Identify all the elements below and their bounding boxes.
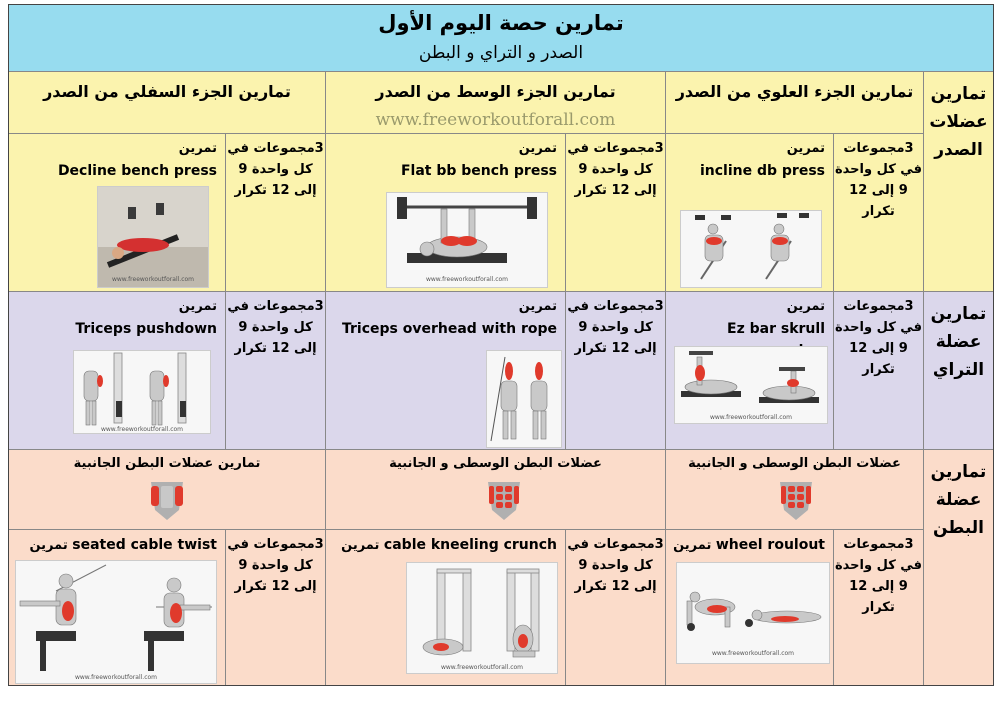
abs-middle-header: عضلات البطن الوسطى و الجانبية: [325, 449, 665, 529]
abs-row-label: تمارين عضلة البطن: [930, 462, 987, 538]
ezbar-sets-cell: [833, 291, 923, 449]
cable-kneeling-crunch-image: [406, 562, 558, 674]
workout-sheet: [8, 4, 994, 686]
abs-muscle-icon: [482, 478, 526, 522]
exercise-name: incline db press: [699, 163, 825, 179]
exercise-name: seated cable twist: [72, 537, 217, 553]
ez-bar-skull-crusher-image: [674, 346, 828, 424]
image-caption: www.freeworkoutforall.com: [111, 276, 195, 283]
abs-row-label-cell: [923, 449, 993, 685]
exercise-label: تمرين: [178, 299, 217, 314]
sets-text: 3مجموعات في كل واحدة 9 إلى 12 تكرار: [835, 537, 922, 615]
chest-lower-header: تمارين الجزء السفلي من الصدر: [9, 71, 325, 133]
triceps-pushdown-image: [73, 350, 211, 434]
sets-text: 3مجموعات في كل واحدة 9 إلى 12 تكرار: [835, 141, 922, 219]
image-caption: www.freeworkoutforall.com: [100, 426, 184, 433]
pushdown-exercise-cell: [9, 291, 225, 449]
wheel-sets-cell: [833, 529, 923, 685]
exercise-label: تمرين: [786, 141, 825, 156]
kneeling-sets-cell: [565, 529, 665, 685]
title-banner: [9, 5, 993, 72]
decline-bench-press-image: [97, 186, 209, 288]
sets-text: 3مجموعات في كل واحدة 9 إلى 12 تكرار: [567, 537, 664, 594]
exercise-name: Ez bar skrull: [727, 321, 825, 337]
pushdown-sets-cell: [225, 291, 325, 449]
sets-text: 3مجموعات في كل واحدة 9 إلى 12 تكرار: [227, 141, 324, 198]
page-title: تمارين حصة اليوم الأول: [378, 11, 624, 35]
sets-text: 3مجموعات في كل واحدة 9 إلى 12 تكرار: [227, 299, 324, 356]
flat-exercise-cell: [325, 133, 565, 291]
watermark: www.freeworkoutforall.com: [375, 110, 616, 130]
exercise-name: Flat bb bench press: [400, 163, 557, 179]
incline-sets-cell: [833, 133, 923, 291]
sets-text: 3مجموعات في كل واحدة 9 إلى 12 تكرار: [835, 299, 922, 377]
exercise-label: تمرين: [29, 538, 68, 553]
exercise-label: تمرين: [341, 538, 380, 553]
ezbar-exercise-cell: [665, 291, 833, 449]
incline-exercise-cell: [665, 133, 833, 291]
twist-exercise-cell: [9, 529, 225, 685]
chest-row-label-cell: [923, 71, 993, 291]
exercise-label: تمرين: [673, 538, 712, 553]
flat-sets-cell: [565, 133, 665, 291]
page-subtitle: الصدر و التراي و البطن: [418, 43, 584, 63]
obliques-muscle-icon: [145, 478, 189, 522]
seated-cable-twist-image: [15, 560, 217, 684]
triceps-row-label: تمارين عضلة التراي: [930, 304, 987, 380]
image-caption: www.freeworkoutforall.com: [709, 414, 793, 421]
triceps-row-label-cell: [923, 291, 993, 449]
sets-text: 3مجموعات في كل واحدة 9 إلى 12 تكرار: [227, 537, 324, 594]
abs-left-header: تمارين عضلات البطن الجانبية: [9, 449, 325, 529]
exercise-label: تمرين: [518, 299, 557, 314]
exercise-name: cable kneeling crunch: [383, 537, 557, 553]
sets-text: 3مجموعات في كل واحدة 9 إلى 12 تكرار: [567, 141, 664, 198]
exercise-name: Decline bench press: [57, 163, 217, 179]
decline-exercise-cell: [9, 133, 225, 291]
flat-bb-bench-press-image: [386, 192, 548, 288]
abs-muscle-icon: [774, 478, 818, 522]
overhead-exercise-cell: [325, 291, 565, 449]
chest-middle-header: تمارين الجزء الوسط من الصدر www.freeworkoutforall.com: [325, 71, 665, 133]
incline-db-press-image: [680, 210, 822, 288]
abs-right-header: عضلات البطن الوسطى و الجانبية: [665, 449, 923, 529]
exercise-label: تمرين: [518, 141, 557, 156]
wheel-exercise-cell: [665, 529, 833, 685]
overhead-sets-cell: [565, 291, 665, 449]
exercise-name: Triceps overhead with rope: [342, 321, 557, 337]
kneeling-exercise-cell: [325, 529, 565, 685]
exercise-name: Triceps pushdown: [75, 321, 217, 337]
decline-sets-cell: [225, 133, 325, 291]
image-caption: www.freeworkoutforall.com: [440, 664, 524, 671]
twist-sets-cell: [225, 529, 325, 685]
exercise-label: تمرين: [178, 141, 217, 156]
triceps-overhead-rope-image: [486, 350, 562, 448]
image-caption: www.freeworkoutforall.com: [74, 674, 158, 681]
chest-row-label: تمارين عضلات الصدر: [929, 84, 988, 160]
chest-upper-header: تمارين الجزء العلوي من الصدر: [665, 71, 923, 133]
wheel-rollout-image: [676, 562, 830, 664]
sets-text: 3مجموعات في كل واحدة 9 إلى 12 تكرار: [567, 299, 664, 356]
image-caption: www.freeworkoutforall.com: [711, 650, 795, 657]
exercise-name: wheel roulout: [715, 537, 825, 553]
exercise-label: تمرين: [786, 299, 825, 314]
image-caption: www.freeworkoutforall.com: [425, 276, 509, 283]
